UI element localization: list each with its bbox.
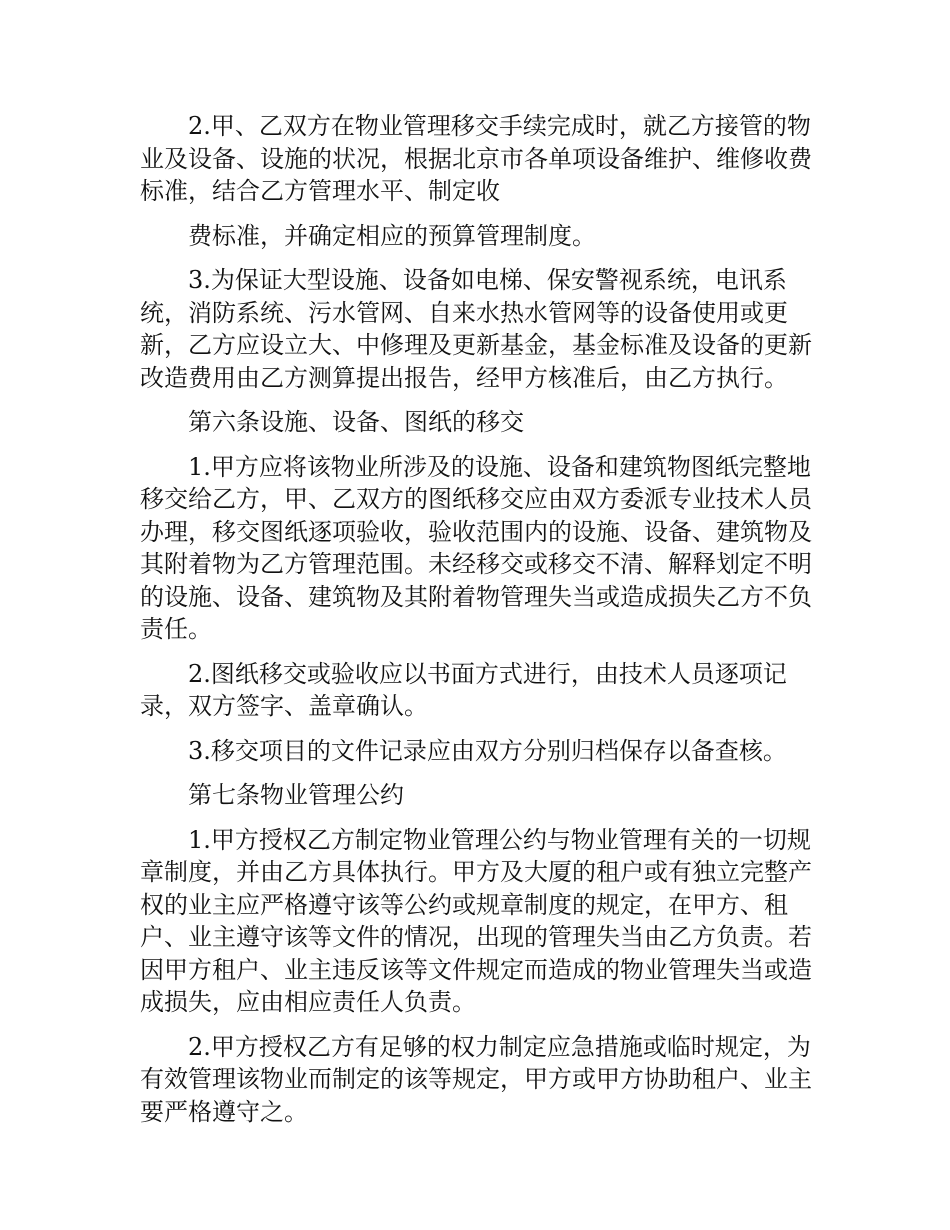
paragraph: 1.甲方授权乙方制定物业管理公约与物业管理有关的一切规章制度，并由乙方具体执行。甲方及大厦的租户或有独立完整产权的业主应严格遵守该等公约或规章制度的规定，在甲方、租户、业主遵守该等文件的情况，出现的管理失当由乙方负责。若因甲方租户、业主违反该等文件规定而造成的物业管理失当或造成损失，应由相应责任人负责。: [140, 825, 812, 1016]
paragraph: 3.移交项目的文件记录应由双方分别归档保存以备查核。: [188, 736, 787, 765]
paragraph: 2.图纸移交或验收应以书面方式进行，由技术人员逐项记录，双方签字、盖章确认。: [140, 659, 787, 720]
paragraph: 3.为保证大型设施、设备如电梯、保安警视系统，电讯系统，消防系统、污水管网、自来水热水管网等的设备使用或更新，乙方应设立大、中修理及更新基金，基金标准及设备的更新改造费用由乙方测算提出报告，经甲方核准后，由乙方执行。: [140, 266, 812, 392]
paragraph: 1.甲方应将该物业所涉及的设施、设备和建筑物图纸完整地移交给乙方，甲、乙双方的图纸移交应由双方委派专业技术人员办理，移交图纸逐项验收，验收范围内的设施、设备、建筑物及其附着物为乙方管理范围。未经移交或移交不清、解释划定不明的设施、设备、建筑物及其附着物管理失当或造成损失乙方不负责任。: [140, 452, 812, 643]
section-heading: 第六条设施、设备、图纸的移交: [188, 408, 524, 436]
paragraph: 2.甲、乙双方在物业管理移交手续完成时，就乙方接管的物业及设备、设施的状况，根据北京市各单项设备维护、维修收费标准，结合乙方管理水平、制定收: [140, 112, 812, 205]
section-heading: 第七条物业管理公约: [188, 781, 404, 809]
paragraph: 费标准，并确定相应的预算管理制度。: [188, 221, 596, 250]
document-body: [140, 110, 820, 1140]
paragraph: 2.甲方授权乙方有足够的权力制定应急措施或临时规定，为有效管理该物业而制定的该等规定，甲方或甲方协助租户、业主要严格遵守之。: [140, 1032, 812, 1126]
